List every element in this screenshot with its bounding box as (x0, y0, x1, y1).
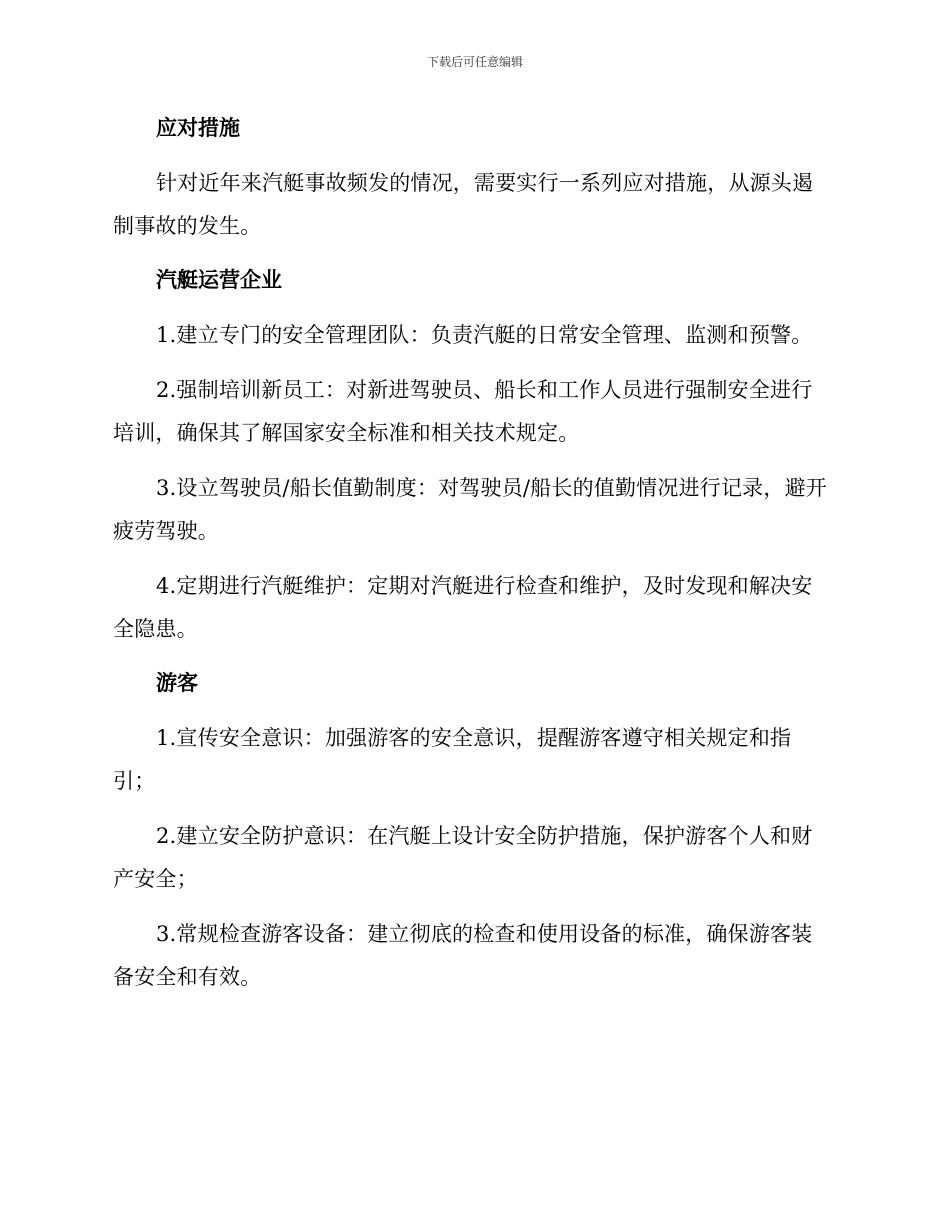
list-item: 3.常规检查游客设备：建立彻底的检查和使用设备的标准，确保游客装备安全和有效。 (113, 922, 813, 989)
list-item: 2.强制培训新员工：对新进驾驶员、船长和工作人员进行强制安全进行培训，确保其了解国家安全标准和相关技术规定。 (113, 378, 813, 445)
section-tourists (113, 663, 833, 999)
section-operators (113, 260, 833, 651)
section-measures (113, 108, 833, 248)
section-heading: 应对措施 (156, 115, 240, 140)
document-body (113, 108, 833, 1011)
page-header: 下载后可任意编辑 (426, 55, 523, 69)
list-item: 1.宣传安全意识：加强游客的安全意识，提醒游客遵守相关规定和指引； (113, 726, 792, 793)
list-item: 2.建立安全防护意识：在汽艇上设计安全防护措施，保护游客个人和财产安全； (113, 824, 813, 891)
section-heading: 游客 (156, 670, 198, 695)
list-item: 1.建立专门的安全管理团队：负责汽艇的日常安全管理、监测和预警。 (156, 323, 813, 347)
paragraph: 针对近年来汽艇事故频发的情况，需要实行一系列应对措施，从源头遏制事故的发生。 (113, 171, 814, 238)
list-item: 4.定期进行汽艇维护：定期对汽艇进行检查和维护，及时发现和解决安全隐患。 (113, 574, 813, 641)
section-heading: 汽艇运营企业 (156, 267, 282, 292)
list-item: 3.设立驾驶员/船长值勤制度：对驾驶员/船长的值勤情况进行记录，避开疲劳驾驶。 (113, 476, 827, 543)
